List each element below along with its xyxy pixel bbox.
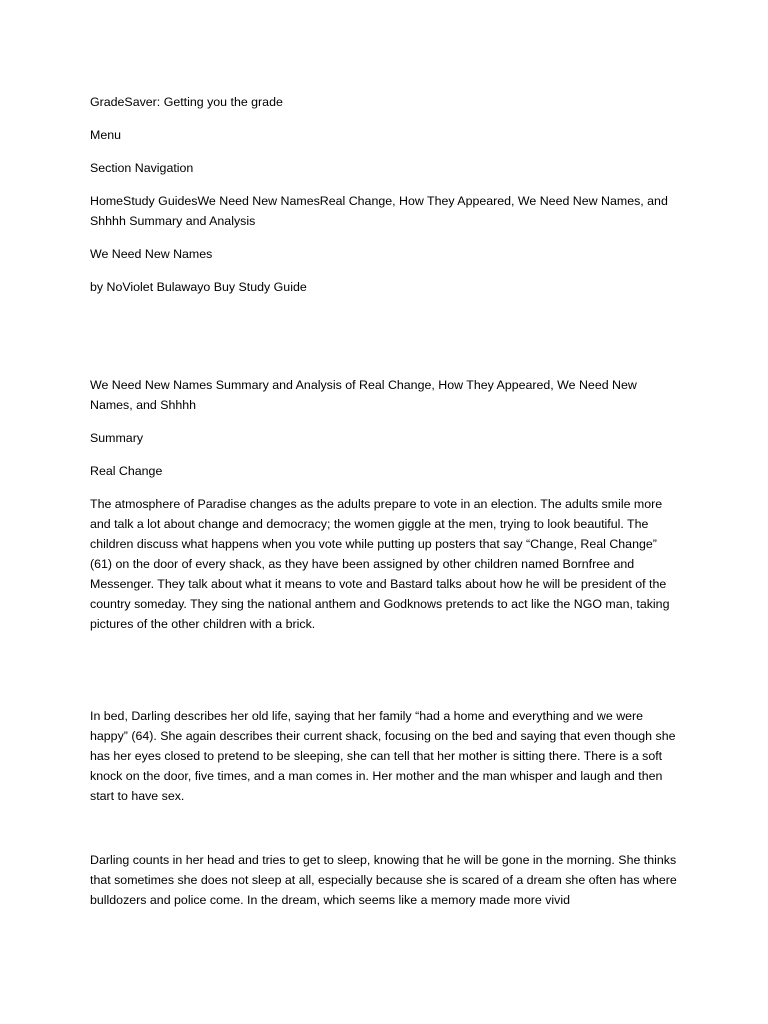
section-subheading: Real Change — [90, 464, 163, 478]
menu-link[interactable]: Menu — [90, 128, 121, 142]
summary-paragraph: In bed, Darling describes her old life, saying that her family “had a home and everything and we were happy” (64). She again describes their current shack, focusing on the bed and saying that even though she has her eyes closed to pretend to be sleeping, she can tell that her mother is sitting there. There is a soft knock on the door, five times, and a man comes in. Her mother and the man whisper and laugh and then start to have sex. — [90, 709, 676, 803]
breadcrumb[interactable]: HomeStudy GuidesWe Need New NamesReal Change, How They Appeared, We Need New Names, and Shhhh Summary and Analysis — [90, 194, 668, 228]
summary-paragraph: Darling counts in her head and tries to get to sleep, knowing that he will be gone in the morning. She thinks that sometimes she does not sleep at all, especially because she is scared of a dream she often has where bulldozers and police come. In the dream, which seems like a memory made more vivid — [90, 853, 677, 907]
summary-label: Summary — [90, 431, 144, 445]
book-title: We Need New Names — [90, 247, 213, 261]
section-navigation-label[interactable]: Section Navigation — [90, 161, 194, 175]
document-page — [90, 92, 680, 923]
book-byline[interactable]: by NoViolet Bulawayo Buy Study Guide — [90, 280, 307, 294]
article-heading: We Need New Names Summary and Analysis of Real Change, How They Appeared, We Need New Names, and Shhhh — [90, 378, 637, 412]
summary-paragraph: The atmosphere of Paradise changes as the adults prepare to vote in an election. The adults smile more and talk a lot about change and democracy; the women giggle at the men, trying to look beautiful. The children discuss what happens when you vote while putting up posters that say “Change, Real Change” (61) on the door of every shack, as they have been assigned by other children named Bornfree and Messenger. They talk about what it means to vote and Bastard talks about how he will be president of the country someday. They sing the national anthem and Godknows pretends to act like the NGO man, taking pictures of the other children with a brick. — [90, 497, 670, 631]
site-tagline[interactable]: GradeSaver: Getting you the grade — [90, 95, 283, 109]
